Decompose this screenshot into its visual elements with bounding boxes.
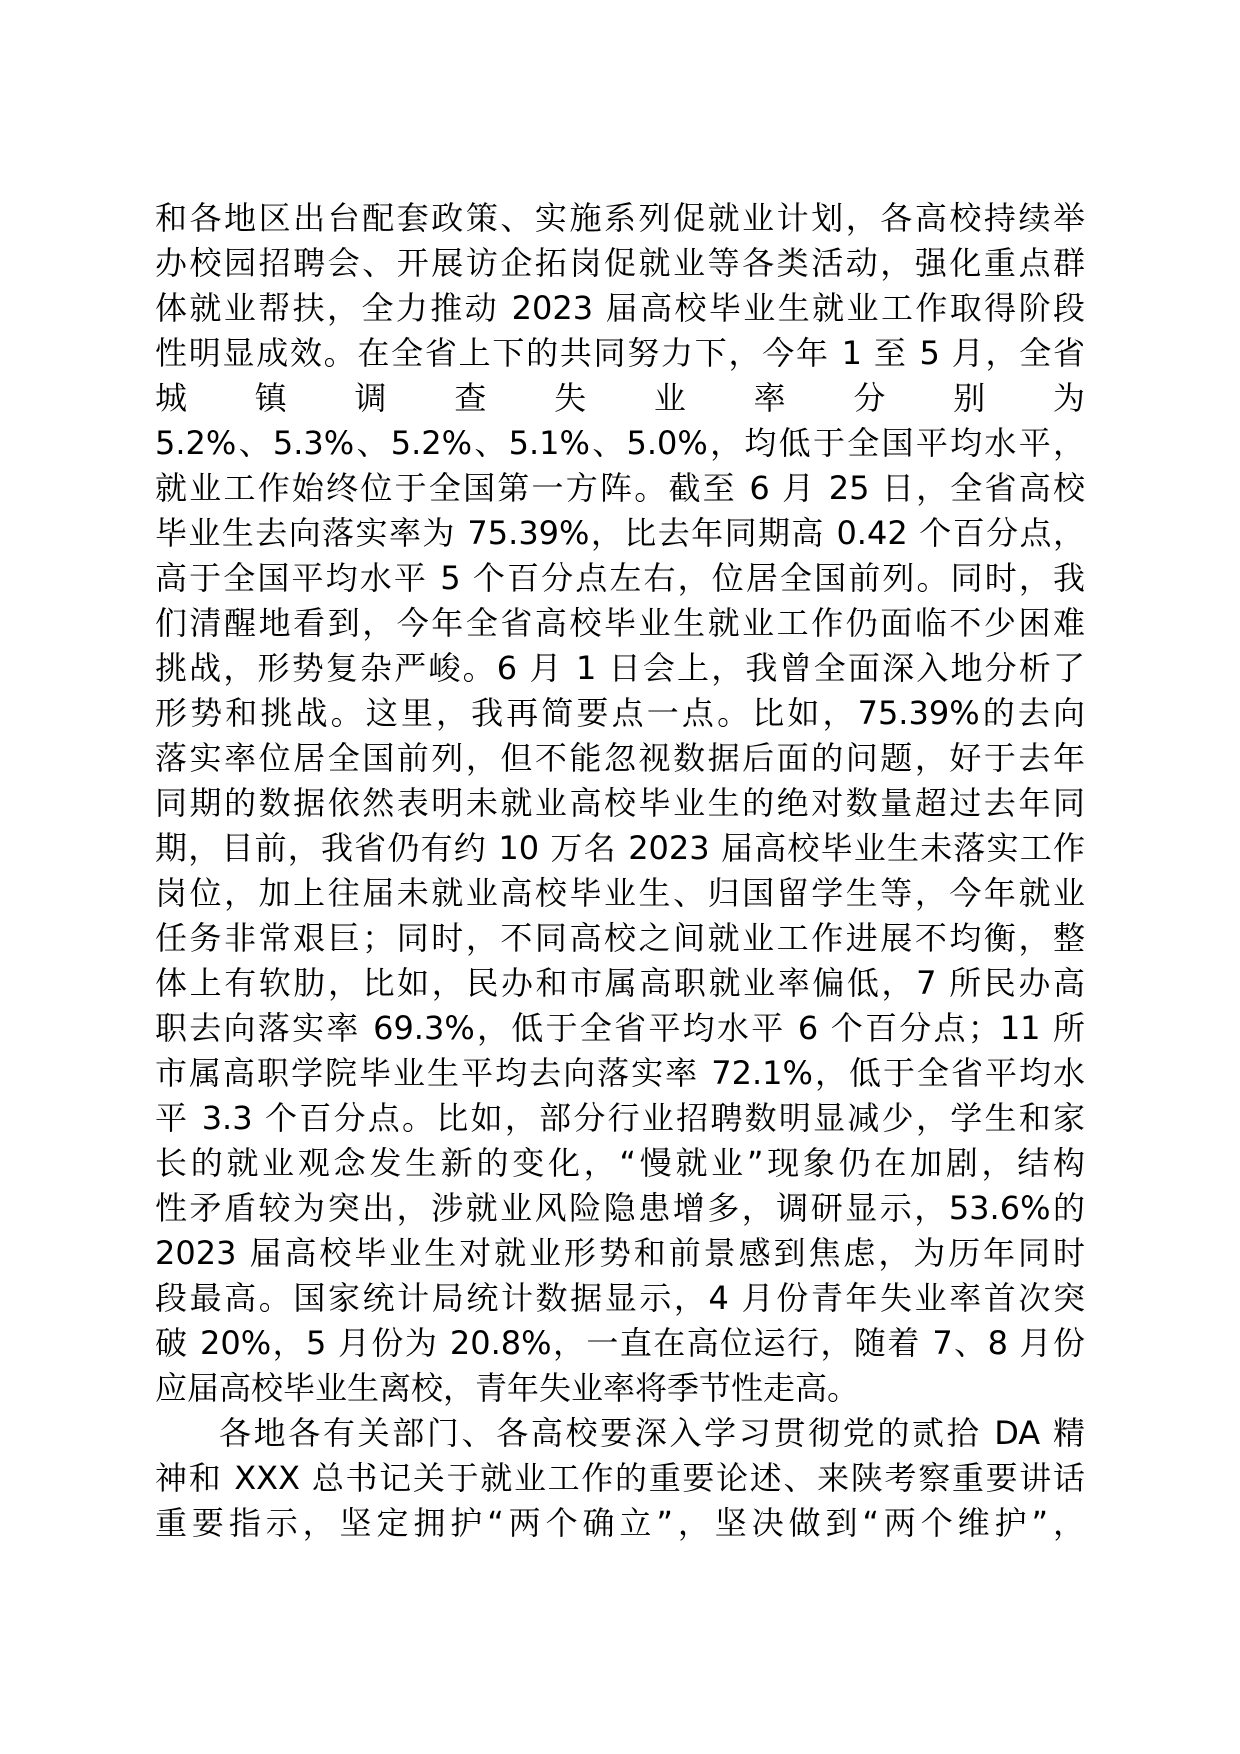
text-line: 平 3.3 个百分点。比如，部分行业招聘数明显减少，学生和家	[155, 1099, 1085, 1137]
text-line: 重要指示，坚定拥护“两个确立”，坚决做到“两个维护”，	[155, 1504, 1085, 1542]
text-line: 5.2%、5.3%、5.2%、5.1%、5.0%，均低于全国平均水平，	[155, 424, 1085, 462]
text-line: 段最高。国家统计局统计数据显示，4 月份青年失业率首次突	[155, 1279, 1085, 1317]
text-line: 期，目前，我省仍有约 10 万名 2023 届高校毕业生未落实工作	[155, 829, 1085, 867]
text-line: 2023 届高校毕业生对就业形势和前景感到焦虑，为历年同时	[155, 1234, 1085, 1272]
text-line: 同期的数据依然表明未就业高校毕业生的绝对数量超过去年同	[155, 784, 1085, 822]
document-body	[155, 196, 1085, 1546]
text-line: 落实率位居全国前列，但不能忽视数据后面的问题，好于去年	[155, 739, 1085, 777]
text-line: 就业工作始终位于全国第一方阵。截至 6 月 25 日，全省高校	[155, 469, 1085, 507]
text-line: 性明显成效。在全省上下的共同努力下，今年 1 至 5 月，全省	[155, 334, 1085, 372]
text-line: 神和 XXX 总书记关于就业工作的重要论述、来陕考察重要讲话	[155, 1459, 1085, 1497]
text-line: 挑战，形势复杂严峻。6 月 1 日会上，我曾全面深入地分析了	[155, 649, 1085, 687]
text-line: 岗位，加上往届未就业高校毕业生、归国留学生等，今年就业	[155, 874, 1085, 912]
text-line: 应届高校毕业生离校，青年失业率将季节性走高。	[155, 1369, 860, 1407]
text-line: 体上有软肋，比如，民办和市属高职就业率偏低，7 所民办高	[155, 964, 1085, 1002]
paragraph-start-line: 各地各有关部门、各高校要深入学习贯彻党的贰拾 DA 精	[219, 1414, 1085, 1452]
text-line: 长的就业观念发生新的变化，“慢就业”现象仍在加剧，结构	[155, 1144, 1085, 1182]
text-line: 形势和挑战。这里，我再简要点一点。比如，75.39%的去向	[155, 694, 1085, 732]
text-line: 市属高职学院毕业生平均去向落实率 72.1%，低于全省平均水	[155, 1054, 1085, 1092]
text-line: 办校园招聘会、开展访企拓岗促就业等各类活动，强化重点群	[155, 244, 1085, 282]
text-line: 性矛盾较为突出，涉就业风险隐患增多，调研显示，53.6%的	[155, 1189, 1085, 1227]
text-line: 职去向落实率 69.3%，低于全省平均水平 6 个百分点；11 所	[155, 1009, 1085, 1047]
text-line: 们清醒地看到，今年全省高校毕业生就业工作仍面临不少困难	[155, 604, 1085, 642]
text-line: 任务非常艰巨；同时，不同高校之间就业工作进展不均衡，整	[155, 919, 1085, 957]
text-line: 和各地区出台配套政策、实施系列促就业计划，各高校持续举	[155, 199, 1085, 237]
text-line: 城 镇 调 查 失 业 率 分 别 为	[155, 379, 1085, 417]
text-line: 毕业生去向落实率为 75.39%，比去年同期高 0.42 个百分点，	[155, 514, 1085, 552]
text-line: 破 20%，5 月份为 20.8%，一直在高位运行，随着 7、8 月份	[155, 1324, 1085, 1362]
text-line: 体就业帮扶，全力推动 2023 届高校毕业生就业工作取得阶段	[155, 289, 1085, 327]
text-line: 高于全国平均水平 5 个百分点左右，位居全国前列。同时，我	[155, 559, 1085, 597]
